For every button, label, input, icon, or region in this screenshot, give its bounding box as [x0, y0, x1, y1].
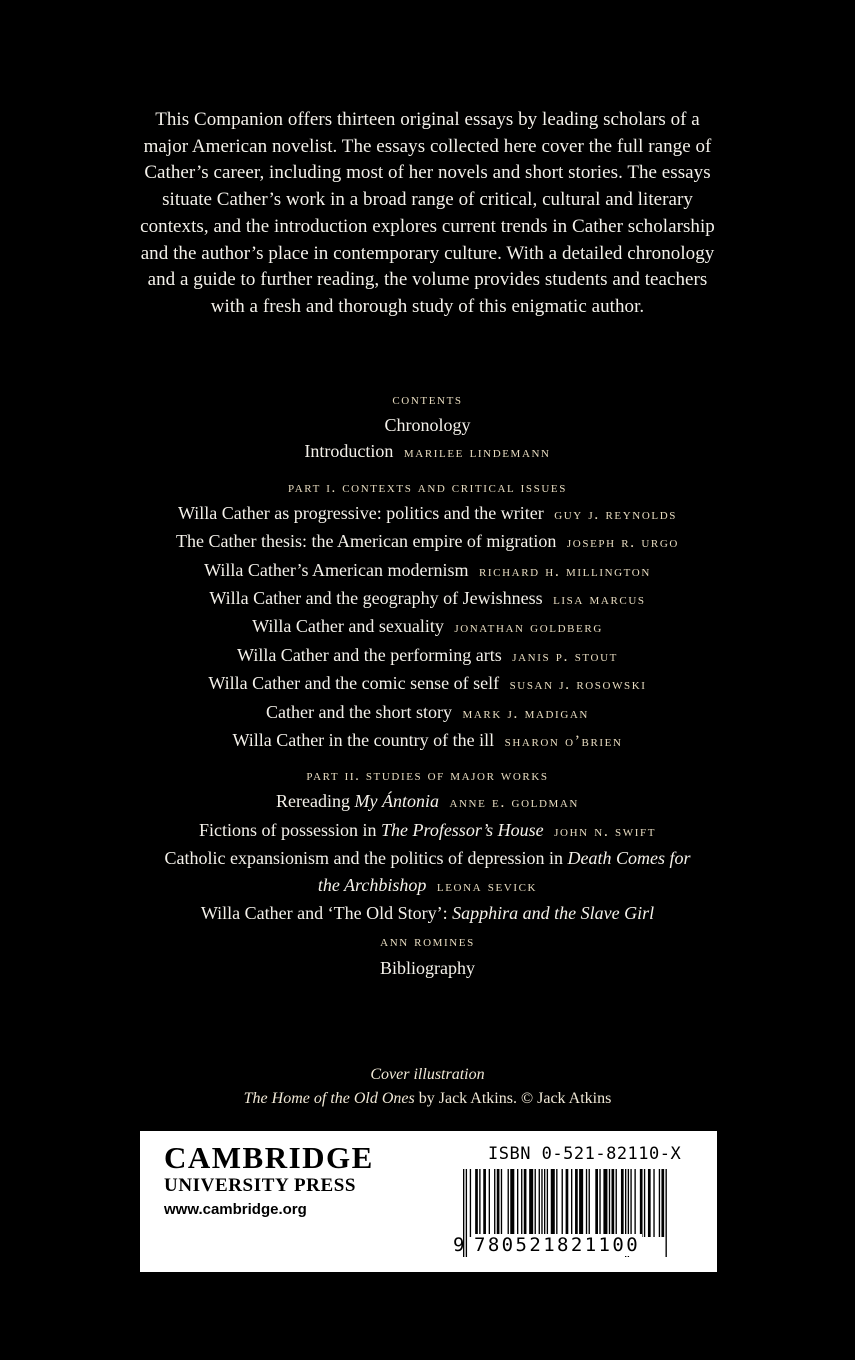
table-of-contents: [100, 388, 755, 981]
ean-leading-digit: 9: [453, 1234, 465, 1256]
toc-title: Cather and the short story: [266, 701, 452, 722]
toc-title-italic: the Archbishop: [317, 874, 427, 895]
toc-author: anne e. goldman: [449, 794, 579, 812]
toc-author: sharon o’brien: [504, 733, 623, 751]
toc-title: Willa Cather in the country of the ill: [232, 730, 495, 751]
publisher-logo: CAMBRIDGE: [164, 1140, 374, 1175]
toc-bibliography: Bibliography: [380, 957, 475, 978]
cover-artist: by Jack Atkins. © Jack Atkins: [414, 1090, 612, 1107]
toc-item: [100, 528, 755, 556]
contents-heading: contents: [392, 392, 463, 408]
toc-author: joseph r. urgo: [566, 534, 679, 552]
toc-item: [100, 727, 755, 755]
publisher-url: www.cambridge.org: [164, 1201, 307, 1218]
toc-item: [100, 613, 755, 641]
toc-title-italic: Death Comes for: [567, 848, 691, 869]
toc-title: Rereading: [276, 791, 355, 812]
toc-author: lisa marcus: [553, 591, 646, 609]
toc-item: [100, 699, 755, 727]
toc-item: [100, 900, 755, 926]
toc-author: susan j. rosowski: [509, 676, 647, 694]
toc-introduction: [100, 438, 755, 466]
toc-title: Willa Cather and the geography of Jewishness: [209, 588, 543, 609]
toc-author: ann romines: [380, 933, 475, 950]
toc-author: guy j. reynolds: [554, 505, 677, 523]
toc-chronology: Chronology: [384, 415, 471, 435]
toc-item: [100, 500, 755, 528]
isbn-text: ISBN 0-521-82110-X: [488, 1144, 682, 1164]
cover-title: The Home of the Old Ones: [243, 1090, 415, 1107]
cover-credit: [140, 1063, 715, 1111]
toc-item-continued: [100, 872, 755, 900]
toc-author: marilee lindemann: [403, 444, 551, 462]
toc-title: The Cather thesis: the American empire of migration: [176, 531, 557, 552]
toc-item: [100, 845, 755, 871]
cover-label: Cover illustration: [370, 1066, 485, 1083]
toc-author: jonathan goldberg: [454, 619, 603, 637]
toc-title-italic: The Professor’s House: [380, 819, 544, 840]
toc-author: leona sevick: [436, 877, 538, 895]
toc-item-continued: [100, 927, 755, 955]
toc-title: Willa Cather and ‘The Old Story’:: [200, 903, 453, 924]
toc-item: [100, 557, 755, 585]
toc-author: john n. swift: [554, 822, 657, 840]
publisher-subtitle: UNIVERSITY PRESS: [164, 1175, 357, 1196]
toc-author: richard h. millington: [478, 562, 651, 580]
toc-title-italic: My Ántonia: [354, 791, 439, 812]
toc-author: janis p. stout: [512, 647, 618, 665]
ean-digits: 780521821100: [474, 1234, 641, 1256]
part2-heading: part ii. studies of major works: [306, 768, 549, 785]
toc-title: Willa Cather as progressive: politics and the writer: [178, 502, 544, 523]
toc-title-italic: Sapphira and the Slave Girl: [452, 903, 655, 924]
toc-title: Introduction: [304, 441, 394, 462]
toc-title: Willa Cather and the comic sense of self: [208, 673, 500, 694]
blurb-text: This Companion offers thirteen original essays by leading scholars of a major American novelist. The essays collected here cover the full range of Cather’s career, including most of her novels and short stories. The essays situate Cather’s work in a broad range of critical, cultural and literary contexts, and the introduction explores current trends in Cather scholarship and the author’s place in contemporary culture. With a detailed chronology and a guide to further reading, the volume provides students and teachers with a fresh and thorough study of this enigmatic author.: [140, 109, 715, 317]
toc-title: Willa Cather and sexuality: [252, 616, 444, 637]
toc-item: [100, 670, 755, 698]
toc-title: Willa Cather and the performing arts: [237, 644, 502, 665]
toc-title: Willa Cather’s American modernism: [204, 559, 469, 580]
publisher-label: [140, 1131, 717, 1272]
toc-author: mark j. madigan: [462, 704, 589, 722]
toc-item: [100, 585, 755, 613]
toc-item: [100, 788, 755, 816]
toc-title: Fictions of possession in: [198, 819, 381, 840]
toc-item: [100, 817, 755, 845]
toc-item: [100, 642, 755, 670]
part1-heading: part i. contexts and critical issues: [288, 479, 567, 496]
toc-title: Catholic expansionism and the politics of depression in: [164, 848, 568, 869]
part1-list: [100, 500, 755, 756]
